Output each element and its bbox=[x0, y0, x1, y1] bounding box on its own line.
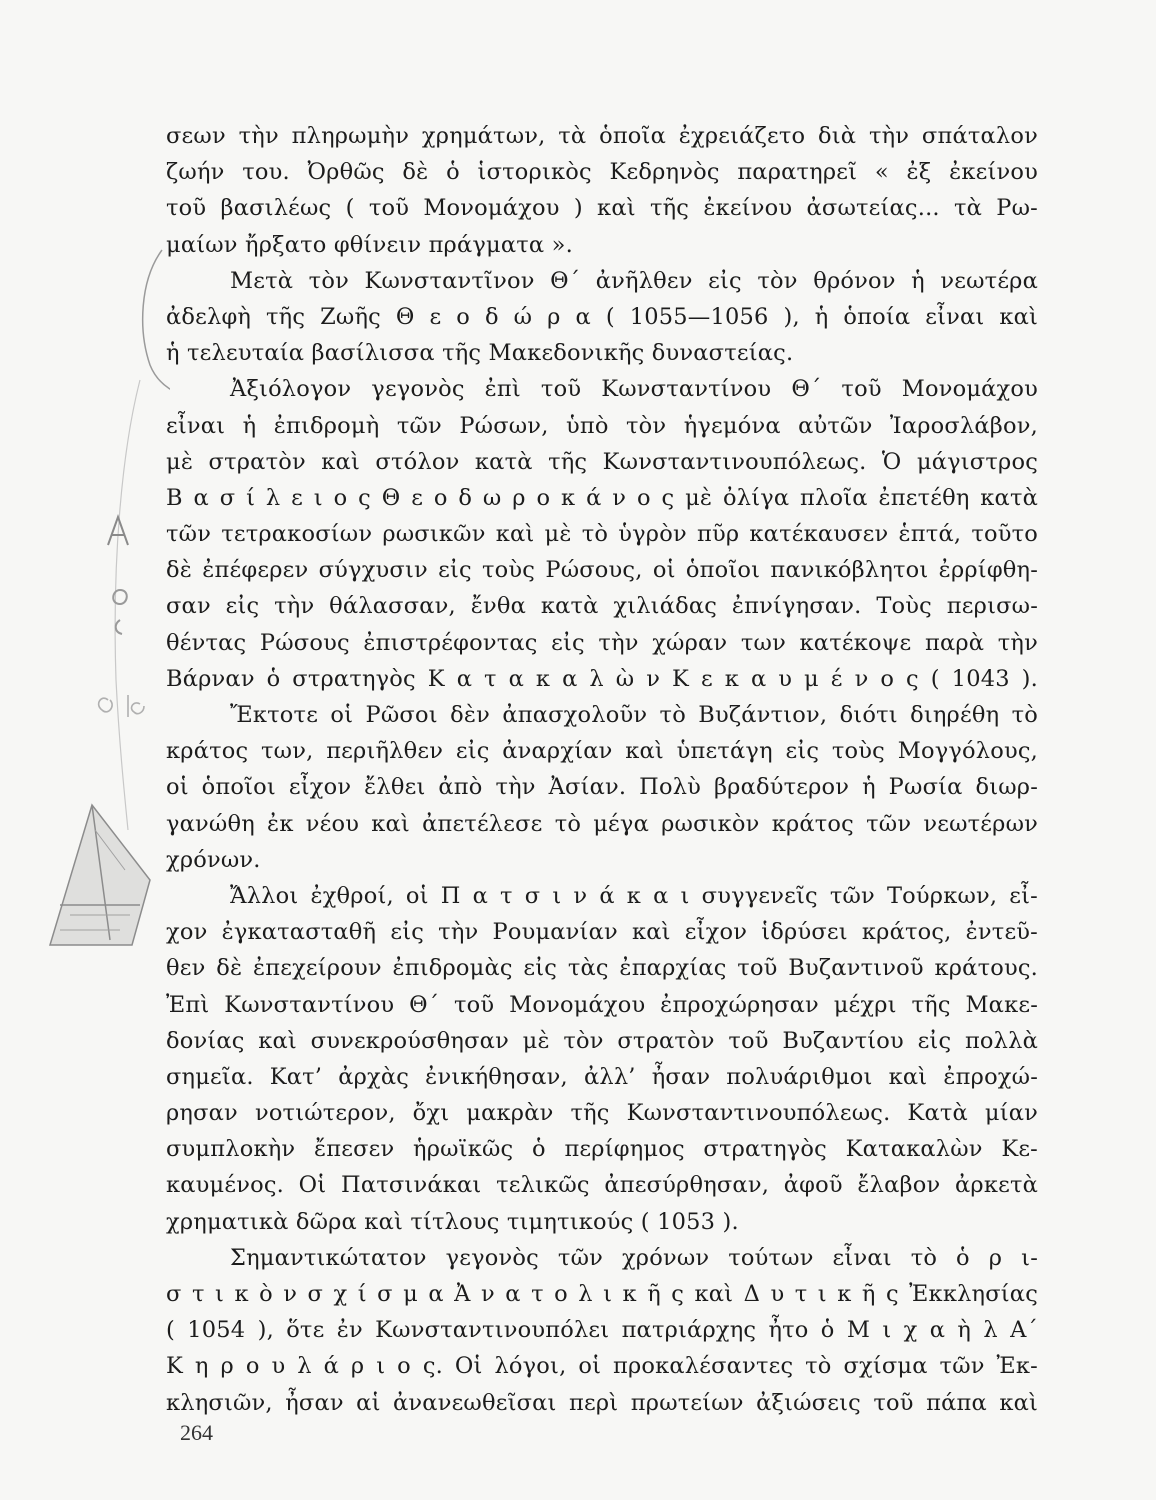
text-line: ( 1054 ), ὅτε ἐν Κωνσταντινουπόλει πατριάρχης ἦτο ὁ Μ ι χ α ὴ λ Α΄ bbox=[166, 1317, 1038, 1344]
text-line: κλησιῶν, ἦσαν αἱ ἀνανεωθεῖσαι περὶ πρωτείων ἀξιώσεις τοῦ πάπα καὶ bbox=[166, 1389, 1038, 1416]
text-line: σ τ ι κ ὸ ν σ χ ί σ μ α Ἀ ν α τ ο λ ι κ ῆ ς καὶ Δ υ τ ι κ ῆ ς Ἐκκλησίας bbox=[166, 1281, 1038, 1307]
margin-letter-mark bbox=[108, 517, 128, 545]
text-line: θέντας Ρώσους ἐπιστρέφοντας εἰς τὴν χώραν των κατέκοψε παρὰ τὴν bbox=[166, 629, 1038, 656]
text-line: Ἔκτοτε οἱ Ρῶσοι δὲν ἀπασχολοῦν τὸ Βυζάντιον, διότι διηρέθη τὸ bbox=[230, 702, 1038, 728]
margin-pencil-marks bbox=[0, 0, 170, 1500]
text-line: γανώθη ἐκ νέου καὶ ἀπετέλεσε τὸ μέγα ρωσικὸν κράτος τῶν νεωτέρων bbox=[166, 810, 1038, 837]
text-line: Κ η ρ ο υ λ ά ρ ι ο ς. Οἱ λόγοι, οἱ προκαλέσαντες τὸ σχίσμα τῶν Ἐκ- bbox=[166, 1353, 1038, 1380]
text-line: σαν εἰς τὴν θάλασσαν, ἔνθα κατὰ χιλιάδας ἐπνίγησαν. Τοὺς περισω- bbox=[166, 593, 1038, 620]
text-line: κράτος των, περιῆλθεν εἰς ἀναρχίαν καὶ ὑπετάγη εἰς τοὺς Μογγόλους, bbox=[166, 738, 1038, 765]
text-line: Σημαντικώτατον γεγονὸς τῶν χρόνων τούτων εἶναι τὸ ὁ ρ ι- bbox=[230, 1244, 1038, 1271]
margin-scribble-mark bbox=[115, 380, 140, 830]
text-line: Ἀξιόλογον γεγονὸς ἐπὶ τοῦ Κωνσταντίνου Θ΄ τοῦ Μονομάχου bbox=[230, 376, 1038, 403]
text-line: μαίων ἤρξατο φθίνειν πράγματα ». bbox=[166, 231, 573, 258]
text-line: θεν δὲ ἐπεχείρουν ἐπιδρομὰς εἰς τὰς ἐπαρχίας τοῦ Βυζαντινοῦ κράτους. bbox=[166, 955, 1038, 982]
text-line: σεων τὴν πληρωμὴν χρημάτων, τὰ ὁποῖα ἐχρειάζετο διὰ τὴν σπάταλον bbox=[166, 123, 1038, 149]
text-line: ρησαν νοτιώτερον, ὄχι μακρὰν τῆς Κωνσταντινουπόλεως. Κατὰ μίαν bbox=[166, 1100, 1038, 1127]
body-text bbox=[166, 118, 1038, 1421]
margin-sketch-shading bbox=[60, 830, 130, 930]
text-line: δὲ ἐπέφερεν σύγχυσιν εἰς τοὺς Ρώσους, οἱ ὁποῖοι πανικόβλητοι ἐρρίφθη- bbox=[166, 557, 1038, 584]
margin-letter-mark-2 bbox=[113, 590, 127, 634]
text-line: Μετὰ τὸν Κωνσταντῖνον Θ΄ ἀνῆλθεν εἰς τὸν θρόνον ἡ νεωτέρα bbox=[230, 267, 1038, 294]
text-line: ζωήν του. Ὀρθῶς δὲ ὁ ἱστορικὸς Κεδρηνὸς παρατηρεῖ « ἐξ ἐκείνου bbox=[166, 159, 1038, 186]
text-line: Ἄλλοι ἐχθροί, οἱ Π α τ σ ι ν ά κ α ι συγγενεῖς τῶν Τούρκων, εἶ- bbox=[230, 882, 1038, 909]
text-line: χρόνων. bbox=[166, 846, 261, 873]
text-line: Βάρναν ὁ στρατηγὸς Κ α τ α κ α λ ὼ ν Κ ε κ α υ μ έ ν ο ς ( 1043 ). bbox=[166, 665, 1038, 692]
text-line: συμπλοκὴν ἔπεσεν ἡρωϊκῶς ὁ περίφημος στρατηγὸς Κατακαλὼν Κε- bbox=[166, 1136, 1038, 1163]
text-line: σημεῖα. Κατ’ ἀρχὰς ἐνικήθησαν, ἀλλ’ ἦσαν πολυάριθμοι καὶ ἐπροχώ- bbox=[166, 1063, 1038, 1090]
margin-letter-mark-3 bbox=[99, 695, 144, 717]
text-line: τοῦ βασιλέως ( τοῦ Μονομάχου ) καὶ τῆς ἐκείνου ἀσωτείας... τὰ Ρω- bbox=[166, 195, 1038, 222]
text-line: ἀδελφὴ τῆς Ζωῆς Θ ε ο δ ώ ρ α ( 1055—1056 ), ἡ ὁποία εἶναι καὶ bbox=[166, 303, 1038, 330]
text-line: καυμένος. Οἱ Πατσινάκαι τελικῶς ἀπεσύρθησαν, ἀφοῦ ἔλαβον ἀρκετὰ bbox=[166, 1172, 1038, 1199]
text-line: τῶν τετρακοσίων ρωσικῶν καὶ μὲ τὸ ὑγρὸν πῦρ κατέκαυσεν ἑπτά, τοῦτο bbox=[166, 521, 1038, 548]
text-line: Β α σ ί λ ε ι ο ς Θ ε ο δ ω ρ ο κ ά ν ο ς μὲ ὀλίγα πλοῖα ἐπετέθη κατὰ bbox=[166, 484, 1038, 511]
text-line: εἶναι ἡ ἐπιδρομὴ τῶν Ρώσων, ὑπὸ τὸν ἡγεμόνα αὐτῶν Ἰαροσλάβον, bbox=[166, 412, 1038, 439]
text-line: χον ἐγκατασταθῆ εἰς τὴν Ρουμανίαν καὶ εἶχον ἱδρύσει κράτος, ἐντεῦ- bbox=[166, 919, 1038, 946]
text-line: οἱ ὁποῖοι εἶχον ἔλθει ἀπὸ τὴν Ἀσίαν. Πολὺ βραδύτερον ἡ Ρωσία διωρ- bbox=[166, 774, 1038, 801]
margin-sketch-drawing bbox=[50, 805, 150, 945]
text-line: Ἐπὶ Κωνσταντίνου Θ΄ τοῦ Μονομάχου ἐπροχώρησαν μέχρι τῆς Μακε- bbox=[166, 991, 1038, 1018]
page-number: 264 bbox=[180, 1420, 213, 1445]
text-line: ἡ τελευταία βασίλισσα τῆς Μακεδονικῆς δυναστείας. bbox=[166, 340, 794, 367]
text-line: μὲ στρατὸν καὶ στόλον κατὰ τῆς Κωνσταντινουπόλεως. Ὁ μάγιστρος bbox=[166, 448, 1038, 475]
text-line: χρηματικὰ δῶρα καὶ τίτλους τιμητικούς ( 1053 ). bbox=[166, 1208, 739, 1235]
text-line: δονίας καὶ συνεκρούσθησαν μὲ τὸν στρατὸν τοῦ Βυζαντίου εἰς πολλὰ bbox=[166, 1027, 1038, 1054]
